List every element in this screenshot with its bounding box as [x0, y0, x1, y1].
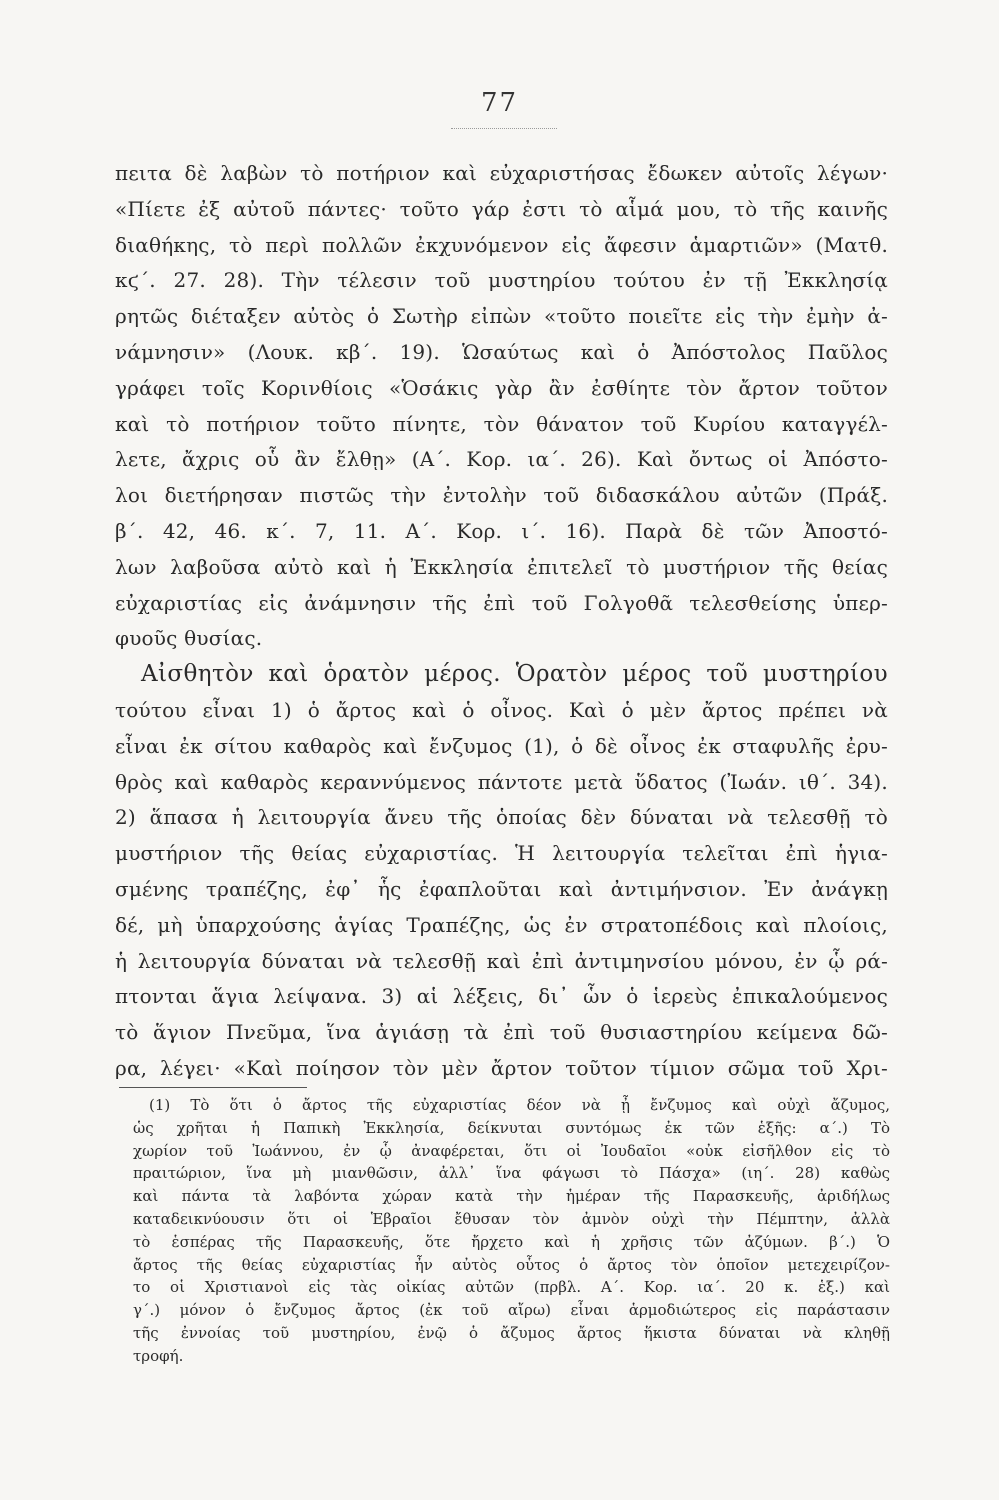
- text-line: ρα, λέγει· «Καὶ ποίησον τὸν μὲν ἄρτον τοῦτον τίμιον σῶμα τοῦ Χρι-: [115, 1055, 888, 1080]
- section-heading-line: Αἰσθητὸν καὶ ὁρατὸν μέρος. Ὁρατὸν μέρος τοῦ μυστηρίου: [141, 661, 888, 688]
- footnote-line: τὸ ἑσπέρας τῆς Παρασκευῆς, ὅτε ἤρχετο καὶ ἡ χρῆσις τῶν ἀζύμων. β΄.) Ὁ: [133, 1232, 890, 1251]
- text-line: τὸ ἅγιον Πνεῦμα, ἵνα ἁγιάσῃ τὰ ἐπὶ τοῦ θυσιαστηρίου κείμενα δῶ-: [115, 1020, 888, 1045]
- text-line: φυοῦς θυσίας.: [115, 626, 263, 651]
- text-line: ἡ λειτουργία δύναται νὰ τελεσθῇ καὶ ἐπὶ ἀντιμηνσίου μόνου, ἐν ᾧ ρά-: [115, 948, 888, 973]
- footnote-line: τροφή.: [133, 1346, 184, 1365]
- text-line: θρὸς καὶ καθαρὸς κεραννύμενος πάντοτε μετὰ ὕδατος (Ἰωάν. ιθ΄. 34).: [115, 769, 888, 794]
- text-line: ρητῶς διέταξεν αὐτὸς ὁ Σωτὴρ εἰπὼν «τοῦτο ποιεῖτε εἰς τὴν ἐμὴν ἀ-: [115, 304, 888, 329]
- text-line: λετε, ἄχρις οὗ ἂν ἔλθῃ» (Α΄. Κορ. ια΄. 26). Καὶ ὄντως οἱ Ἀπόστο-: [115, 447, 888, 472]
- text-line: εἶναι ἐκ σίτου καθαρὸς καὶ ἔνζυμος (1), ὁ δὲ οἶνος ἐκ σταφυλῆς ἐρυ-: [115, 733, 888, 758]
- text-line: κϛ΄. 27. 28). Τὴν τέλεσιν τοῦ μυστηρίου τούτου ἐν τῇ Ἐκκλησίᾳ: [115, 268, 888, 293]
- text-line: νάμνησιν» (Λουκ. κβ΄. 19). Ὡσαύτως καὶ ὁ Ἀπόστολος Παῦλος: [115, 339, 888, 364]
- footnote-line: το οἱ Χριστιανοὶ εἰς τὰς οἰκίας αὐτῶν (πρβλ. Α΄. Κορ. ια΄. 20 κ. ἑξ.) καὶ: [133, 1278, 890, 1297]
- footnote: [133, 1094, 890, 1368]
- text-line: διαθήκης, τὸ περὶ πολλῶν ἐκχυνόμενον εἰς ἄφεσιν ἁμαρτιῶν» (Ματθ.: [115, 232, 888, 257]
- text-line: σμένης τραπέζης, ἐφ᾿ ἧς ἐφαπλοῦται καὶ ἀντιμήνσιον. Ἐν ἀνάγκῃ: [115, 876, 888, 901]
- text-line: μυστήριον τῆς θείας εὐχαριστίας. Ἡ λειτουργία τελεῖται ἐπὶ ἡγια-: [115, 841, 888, 866]
- text-line: λων λαβοῦσα αὐτὸ καὶ ἡ Ἐκκλησία ἐπιτελεῖ τὸ μυστήριον τῆς θείας: [115, 554, 888, 579]
- footnote-line: ὡς χρῆται ἡ Παπικὴ Ἐκκλησία, δείκνυται συντόμως ἐκ τῶν ἑξῆς: α΄.) Τὸ: [133, 1118, 890, 1137]
- text-line: πτονται ἅγια λείψανα. 3) αἱ λέξεις, δι᾿ ὧν ὁ ἱερεὺς ἐπικαλούμενος: [115, 984, 888, 1009]
- text-line: δέ, μὴ ὑπαρχούσης ἁγίας Τραπέζης, ὡς ἐν στρατοπέδοις καὶ πλοίοις,: [115, 912, 888, 937]
- text-line: πειτα δὲ λαβὼν τὸ ποτήριον καὶ εὐχαριστήσας ἔδωκεν αὐτοῖς λέγων·: [115, 161, 888, 185]
- footnote-divider: [119, 1087, 307, 1088]
- paragraph-visible-part: [115, 657, 888, 1087]
- text-line: 2) ἅπασα ἡ λειτουργία ἄνευ τῆς ὁποίας δὲν δύναται νὰ τελεσθῇ τὸ: [115, 805, 888, 830]
- text-line: γράφει τοῖς Κορινθίοις «Ὁσάκις γὰρ ἂν ἐσθίητε τὸν ἄρτον τοῦτον: [115, 375, 888, 400]
- text-line: εὐχαριστίας εἰς ἀνάμνησιν τῆς ἐπὶ τοῦ Γολγοθᾶ τελεσθείσης ὑπερ-: [115, 590, 888, 615]
- main-text: [115, 156, 888, 1087]
- text-line: «Πίετε ἐξ αὐτοῦ πάντες· τοῦτο γάρ ἐστι τὸ αἷμά μου, τὸ τῆς καινῆς: [115, 196, 888, 221]
- footnote-line: χωρίον τοῦ Ἰωάννου, ἐν ᾧ ἀναφέρεται, ὅτι οἱ Ἰουδαῖοι «οὐκ εἰσῆλθον εἰς τὸ: [133, 1141, 890, 1160]
- paragraph-eucharist-institution: [115, 156, 888, 657]
- page-number: 77: [480, 88, 519, 118]
- footnote-line: καταδεικνύουσιν ὅτι οἱ Ἑβραῖοι ἔθυσαν τὸν ἀμνὸν οὐχὶ τὴν Πέμπτην, ἀλλὰ: [133, 1209, 890, 1228]
- text-line: β΄. 42, 46. κ΄. 7, 11. Α΄. Κορ. ι΄. 16). Παρὰ δὲ τῶν Ἀποστό-: [115, 518, 888, 543]
- footnote-line: πραιτώριον, ἵνα μὴ μιανθῶσιν, ἀλλ᾿ ἵνα φάγωσι τὸ Πάσχα» (ιη΄. 28) καθὼς: [133, 1164, 890, 1183]
- footnote-line: (1) Τὸ ὅτι ὁ ἄρτος τῆς εὐχαριστίας δέον νὰ ᾖ ἔνζυμος καὶ οὐχὶ ἄζυμος,: [149, 1096, 890, 1114]
- header-rule: [451, 128, 557, 129]
- footnote-line: καὶ πάντα τὰ λαβόντα χώραν κατὰ τὴν ἡμέραν τῆς Παρασκευῆς, ἀριδήλως: [133, 1187, 890, 1206]
- text-line: λοι διετήρησαν πιστῶς τὴν ἐντολὴν τοῦ διδασκάλου αὐτῶν (Πράξ.: [115, 483, 888, 508]
- text-line: τούτου εἶναι 1) ὁ ἄρτος καὶ ὁ οἶνος. Καὶ ὁ μὲν ἄρτος πρέπει νὰ: [115, 697, 888, 722]
- footnote-line: τῆς ἐννοίας τοῦ μυστηρίου, ἐνῷ ὁ ἄζυμος ἄρτος ἥκιστα δύναται νὰ κληθῇ: [133, 1323, 890, 1342]
- text-line: καὶ τὸ ποτήριον τοῦτο πίνητε, τὸν θάνατον τοῦ Κυρίου καταγγέλ-: [115, 411, 888, 436]
- footnote-line: γ΄.) μόνον ὁ ἔνζυμος ἄρτος (ἐκ τοῦ αἴρω) εἶναι ἁρμοδιώτερος εἰς παράστασιν: [133, 1301, 890, 1320]
- footnote-line: ἄρτος τῆς θείας εὐχαριστίας ἦν αὐτὸς οὗτος ὁ ἄρτος τὸν ὁποῖον μετεχειρίζον-: [133, 1255, 890, 1274]
